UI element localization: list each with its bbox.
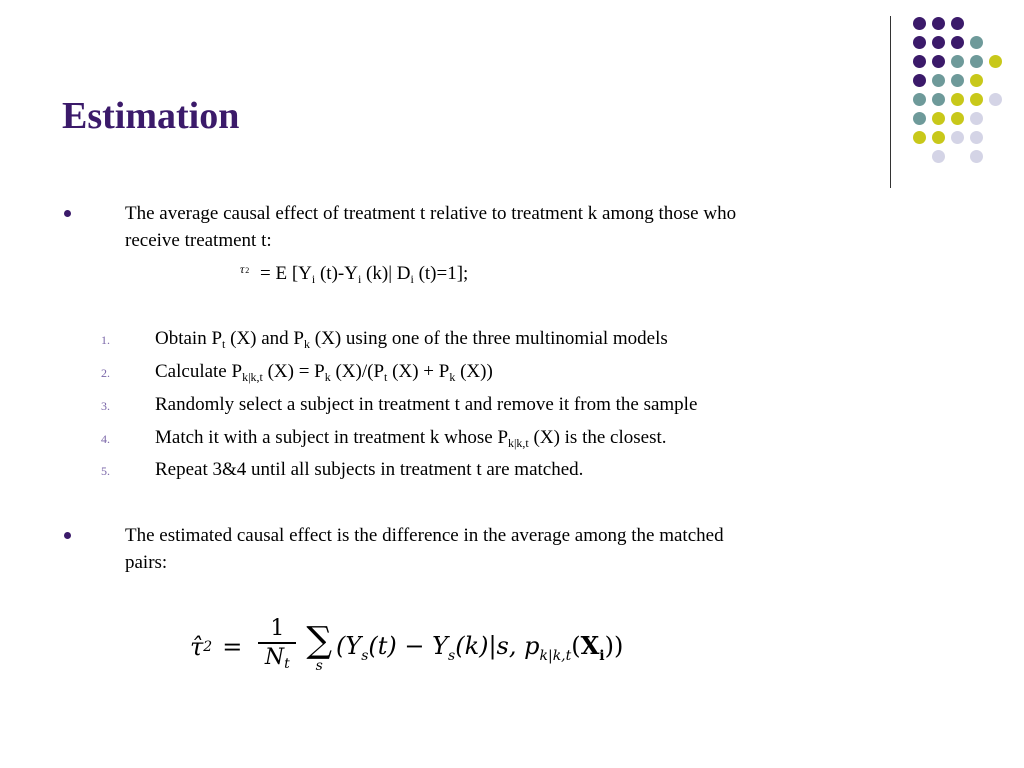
step-number: 1. [101,333,110,347]
formula-fraction [258,616,296,678]
dot [951,93,964,106]
step-5-text: Repeat 3&4 until all subjects in treatment t are matched. [155,459,584,480]
step-number: 5. [101,464,110,478]
expectation-equation: = E [$Y_i$ $(t)-Y_i$ (k)| $D_i$ (t)=1]; [260,263,469,286]
step-4-text: Match it with a subject in treatment k whose $P_{k|k,t}$ (X) is the closest. [155,427,667,450]
dot [913,112,926,125]
fraction-denominator: Nt [264,645,290,672]
bullet-1-line-1: The average causal effect of treatment t relative to treatment k among those who [125,203,737,224]
step-2-text: Calculate $P_{k|k,t}$ $(X) = P_k$ $(X)/(P_t$ $(X) + P_k$ (X)) [155,361,493,384]
formula-lhs: τ̂ [190,633,204,661]
dot [932,74,945,87]
dot [989,93,1002,106]
formula-body: ($Y_s(t) - Y_s(k)|s$, $p_{k|k,t}(X_i)$) [336,630,624,664]
dot [970,131,983,144]
bullet-1-line-2: receive treatment t: [125,230,272,251]
summation [306,622,332,672]
sigma-index: s [315,658,323,674]
dot [932,55,945,68]
dot [932,36,945,49]
estimator-formula [190,612,623,682]
step-1-text: Obtain $P_t$ (X) and $P_k$ (X) using one of the three multinomial models [155,328,668,351]
dot [913,131,926,144]
dot [951,55,964,68]
dot [970,112,983,125]
dot [970,36,983,49]
fraction-numerator: 1 [270,616,285,641]
dot [970,55,983,68]
step-number: 2. [101,366,110,380]
step-number: 4. [101,432,110,446]
tau-symbol: τ2 [240,262,250,276]
slide-title: Estimation [62,95,240,137]
dot [989,55,1002,68]
dot [932,112,945,125]
formula-lhs-subscript: 2 [203,639,213,655]
dot [932,93,945,106]
step-3-text: Randomly select a subject in treatment t and remove it from the sample [155,394,698,415]
bullet-2-line-2: pairs: [125,552,168,573]
divider-line [890,16,891,188]
dot [951,112,964,125]
dot [970,150,983,163]
step-number: 3. [101,399,110,413]
dot [913,74,926,87]
dot [951,74,964,87]
dot [970,93,983,106]
dot [913,36,926,49]
dot [932,131,945,144]
dot [913,93,926,106]
bullet-icon [64,532,71,539]
dot [913,17,926,30]
dot [951,131,964,144]
dot [970,74,983,87]
dot [932,150,945,163]
formula-equals: = [222,633,243,661]
bullet-icon [64,210,71,217]
sigma-symbol: ∑ [306,620,333,661]
dot [951,17,964,30]
dot [951,36,964,49]
dot [932,17,945,30]
dot [913,55,926,68]
bullet-2-line-1: The estimated causal effect is the difference in the average among the matched [125,525,724,546]
